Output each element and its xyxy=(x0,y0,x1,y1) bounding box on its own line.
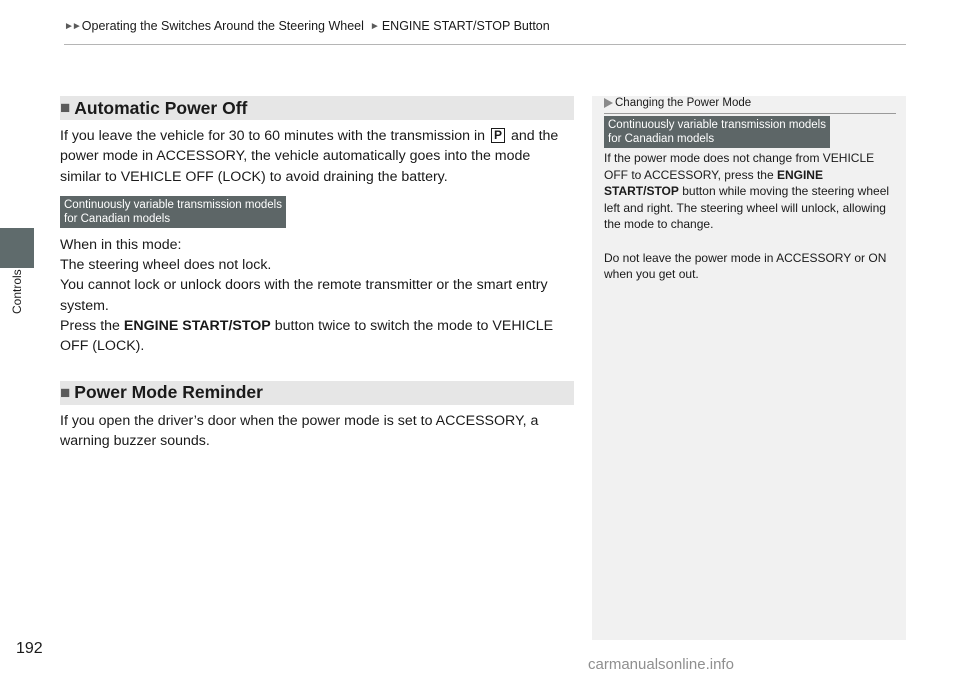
mode-description xyxy=(60,235,574,357)
badge-line: for Canadian models xyxy=(608,133,715,145)
mode-line: When in this mode: xyxy=(60,236,182,253)
sidebar-divider xyxy=(604,113,896,114)
power-mode-reminder-paragraph: If you open the driver’s door when the power mode is set to ACCESSORY, a warning buzzer sounds. xyxy=(60,412,539,449)
button-name: ENGINE START/STOP xyxy=(604,167,823,198)
sidebar-paragraph xyxy=(604,150,896,233)
instruction-text: Press the xyxy=(60,318,120,335)
model-badge xyxy=(604,116,830,148)
sidebar-text xyxy=(604,150,896,283)
mode-line: The steering wheel does not lock. xyxy=(60,257,272,274)
section-heading-power-mode-reminder xyxy=(60,381,574,405)
section-title: Power Mode Reminder xyxy=(74,382,263,403)
side-tab-label: Controls xyxy=(10,269,24,315)
sidebar-note xyxy=(592,96,906,640)
press-instruction xyxy=(60,316,574,357)
mode-line: You cannot lock or unlock doors with the remote transmitter or the smart entry system. xyxy=(60,277,548,314)
main-content xyxy=(60,96,574,451)
breadcrumb xyxy=(64,19,550,33)
paragraph-text: and the power mode in ACCESSORY, the vehicle automatically goes into the mode similar to VEHICLE OFF (LOCK) to avoid draining the battery. xyxy=(60,128,559,185)
sidebar-title-text: Changing the Power Mode xyxy=(615,97,752,109)
sidebar-text-run: button while moving the steering wheel left and right. The steering wheel will unlock, allowing the mode to change. xyxy=(604,184,890,231)
square-bullet-icon: ■ xyxy=(60,98,71,117)
sidebar-title xyxy=(604,97,751,109)
section-title: Automatic Power Off xyxy=(74,97,248,118)
page-number: 192 xyxy=(16,640,43,657)
header-divider xyxy=(64,44,906,45)
button-name: ENGINE START/STOP xyxy=(123,318,271,335)
square-bullet-icon: ■ xyxy=(60,382,71,402)
park-key-icon: P xyxy=(491,128,505,143)
double-arrow-icon: ►► xyxy=(64,20,80,32)
arrow-icon: ► xyxy=(369,20,380,32)
badge-line: for Canadian models xyxy=(64,212,171,225)
note-marker-icon xyxy=(604,98,613,108)
badge-line: Continuously variable transmission models xyxy=(608,119,826,131)
sidebar-paragraph: Do not leave the power mode in ACCESSORY or ON when you get out. xyxy=(604,250,887,281)
breadcrumb-item-section[interactable]: Operating the Switches Around the Steering Wheel xyxy=(81,19,364,33)
watermark: carmanualsonline.info xyxy=(588,656,734,673)
breadcrumb-item-page[interactable]: ENGINE START/STOP Button xyxy=(381,19,550,33)
sidebar-text-run: If the power mode does not change from VEHICLE OFF to ACCESSORY, press the xyxy=(604,151,875,182)
paragraph-text: If you leave the vehicle for 30 to 60 minutes with the transmission in xyxy=(60,128,486,144)
automatic-power-off-paragraph xyxy=(60,126,574,187)
model-badge xyxy=(60,196,286,228)
badge-line: Continuously variable transmission models xyxy=(64,198,282,211)
instruction-text: button twice to switch the mode to VEHICLE OFF (LOCK). xyxy=(60,318,554,355)
section-heading-automatic-power-off xyxy=(60,96,574,120)
